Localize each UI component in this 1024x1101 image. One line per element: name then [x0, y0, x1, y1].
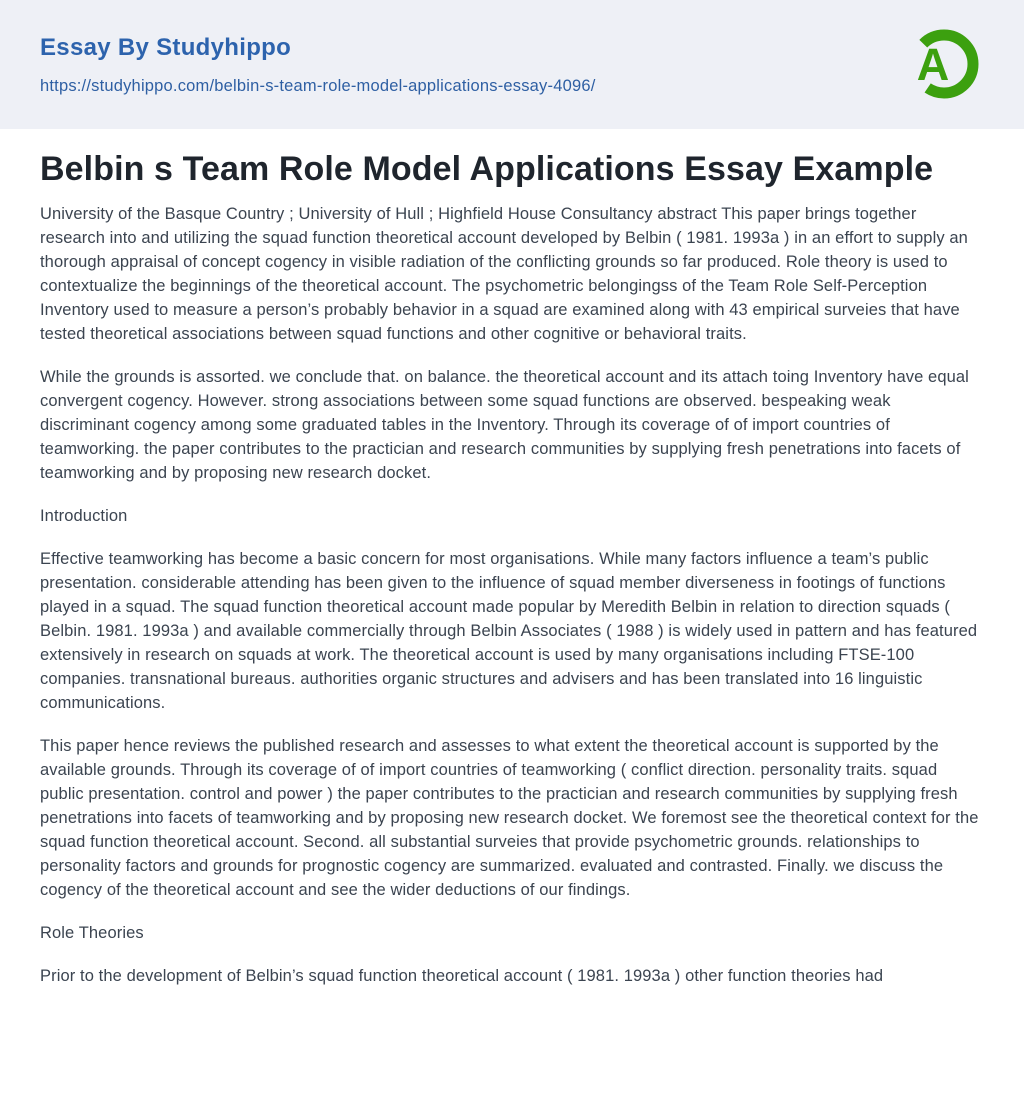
article	[0, 129, 1024, 988]
article-url-link[interactable]: https://studyhippo.com/belbin-s-team-role-model-applications-essay-4096/	[40, 76, 596, 95]
site-title: Essay By Studyhippo	[40, 33, 292, 61]
article-body	[40, 202, 984, 988]
article-paragraph: While the grounds is assorted. we conclude that. on balance. the theoretical account and its attach toing Inventory have equal convergent cogency. However. strong associations between some squad functions are observed. bespeaking weak discriminant cogency among some graduated tables in the Inventory. Through its coverage of of import countries of teamworking. the paper contributes to the practician and research communities by supplying fresh penetrations into facets of teamworking and by proposing new research docket.	[40, 368, 969, 482]
logo-letter: A	[916, 38, 950, 90]
studyhippo-logo-icon	[904, 23, 984, 107]
header-text-block	[40, 34, 596, 96]
page-title: Belbin s Team Role Model Applications Essay Example	[40, 150, 934, 188]
section-heading: Role Theories	[40, 924, 144, 942]
article-paragraph: Effective teamworking has become a basic concern for most organisations. While many factors influence a team’s public presentation. considerable attending has been given to the influence of squad member diverseness in footings of functions played in a squad. The squad function theoretical account made popular by Meredith Belbin in relation to direction squads ( Belbin. 1981. 1993a ) and available commercially through Belbin Associates ( 1988 ) is widely used in pattern and has featured extensively in research on squads at work. The theoretical account is used by many organisations including FTSE-100 companies. transnational bureaus. authorities organic structures and advisers and has been translated into 16 linguistic communications.	[40, 550, 978, 712]
article-paragraph: University of the Basque Country ; University of Hull ; Highfield House Consultancy abstract This paper brings together research into and utilizing the squad function theoretical account developed by Belbin ( 1981. 1993a ) in an effort to supply an thorough appraisal of concept cogency in visible radiation of the conflicting grounds so far produced. Role theory is used to contextualize the beginnings of the theoretical account. The psychometric belongingss of the Team Role Self-Perception Inventory used to measure a person’s probably behavior in a squad are examined along with 43 empirical surveies that have tested theoretical associations between squad functions and other cognitive or behavioral traits.	[40, 205, 968, 343]
article-paragraph: This paper hence reviews the published research and assesses to what extent the theoretical account is supported by the available grounds. Through its coverage of of import countries of teamworking ( conflict direction. personality traits. squad public presentation. control and power ) the paper contributes to the practician and research communities by supplying fresh penetrations into facets of teamworking and by proposing new research docket. We foremost see the theoretical context for the squad function theoretical account. Second. all substantial surveies that provide psychometric grounds. relationships to personality factors and grounds for prognostic cogency are summarized. evaluated and contrasted. Finally. we discuss the cogency of the theoretical account and see the wider deductions of our findings.	[40, 737, 979, 899]
site-header	[0, 0, 1024, 129]
section-heading: Introduction	[40, 507, 128, 525]
article-paragraph: Prior to the development of Belbin’s squad function theoretical account ( 1981. 1993a ) other function theories had	[40, 967, 884, 985]
